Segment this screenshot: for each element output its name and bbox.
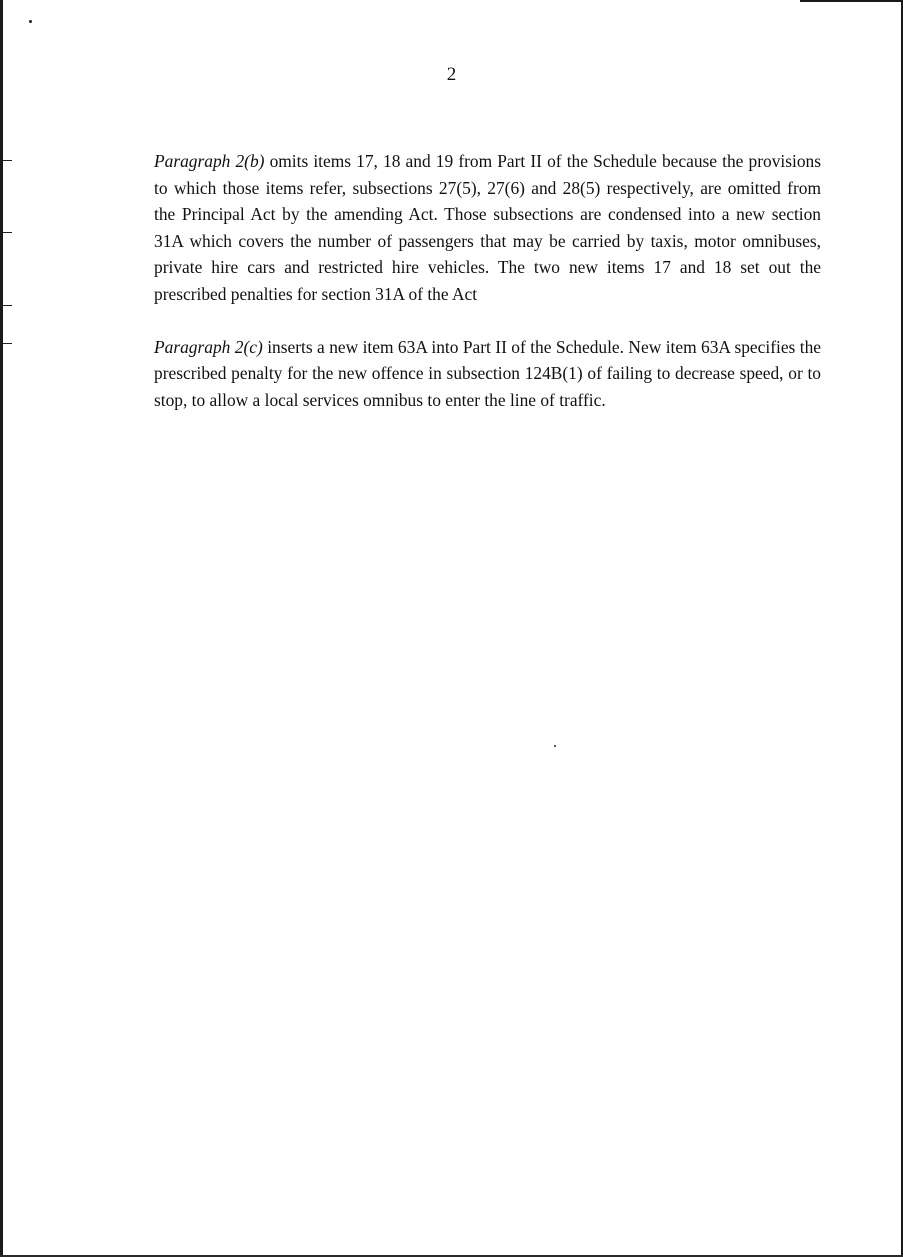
- scan-mark: [3, 232, 12, 233]
- scan-edge-left: [0, 0, 3, 1257]
- paragraph-body: inserts a new item 63A into Part II of the Schedule. New item 63A specifies the prescribed penalty for the new offence in subsection 124B(1) of failing to decrease speed, or to stop, to allow a local services omnibus to enter the line of traffic.: [154, 336, 821, 410]
- scan-speck: [554, 745, 556, 747]
- scan-edge-top: [800, 0, 903, 2]
- page-number: 2: [446, 64, 457, 85]
- scan-mark: [3, 160, 12, 161]
- scan-mark: [3, 305, 12, 306]
- paragraph-2c: [154, 334, 821, 414]
- paragraph-lead: Paragraph 2(c): [154, 336, 263, 357]
- scan-speck: [29, 20, 32, 23]
- scan-mark: [3, 343, 12, 344]
- paragraph-body: omits items 17, 18 and 19 from Part II of the Schedule because the provisions to which those items refer, subsections 27(5), 27(6) and 28(5) respectively, are omitted from the Principal Act by the amending Act. Those subsections are condensed into a new section 31A which covers the number of passengers that may be carried by taxis, motor omnibuses, private hire cars and restricted hire vehicles. The two new items 17 and 18 set out the prescribed penalties for section 31A of the Act: [154, 151, 821, 304]
- paragraph-lead: Paragraph 2(b): [154, 151, 265, 171]
- body-text: [154, 148, 821, 439]
- paragraph-2b: [154, 148, 821, 308]
